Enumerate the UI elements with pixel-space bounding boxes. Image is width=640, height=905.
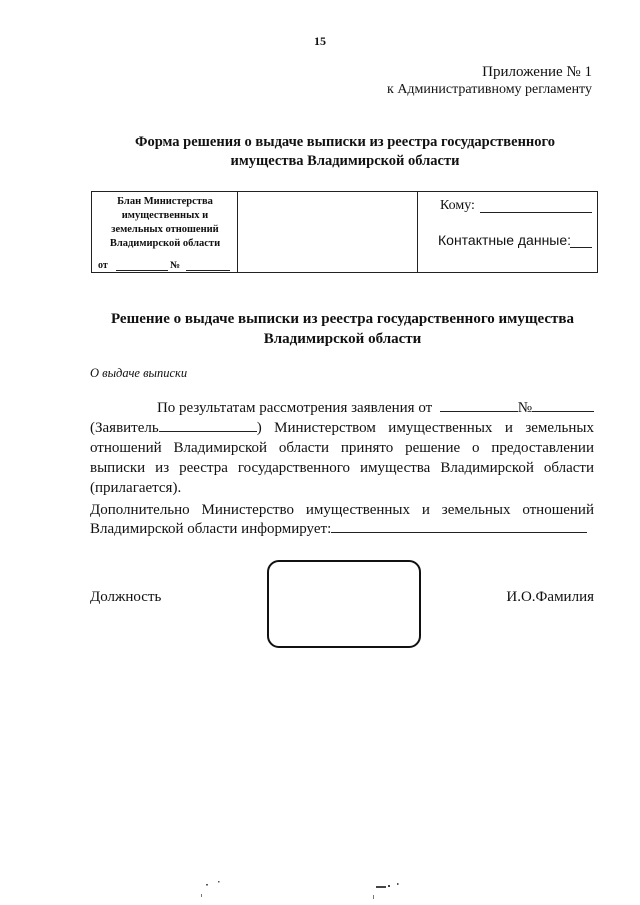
date-label: от bbox=[98, 260, 108, 271]
empty-middle-cell bbox=[237, 192, 418, 272]
contacts-field-line bbox=[570, 247, 592, 248]
subject-line: О выдаче выписки bbox=[90, 366, 188, 380]
recipient-label: Кому: bbox=[440, 198, 475, 213]
scan-specks bbox=[200, 880, 420, 900]
form-title-line-2: имущества Владимирской области bbox=[230, 153, 460, 169]
info-paragraph bbox=[90, 501, 594, 539]
paragraph-text: ) Министерством имущественных и земельных отношений Владимирской области принято решение о предоставлении выписки из реестра государственного имущества Владимирской области (прилагается). bbox=[90, 420, 594, 496]
appendix-reference: к Административному регламенту bbox=[387, 82, 592, 97]
letterhead-text bbox=[96, 195, 234, 251]
form-title-line-1: Форма решения о выдаче выписки из реестра государственного bbox=[134, 134, 555, 150]
applicant-label: (Заявитель bbox=[90, 420, 159, 436]
page-number: 15 bbox=[314, 34, 326, 48]
recipient-field-line bbox=[480, 212, 592, 213]
applicant-field-line bbox=[159, 419, 257, 432]
letterhead-line: Блан Министерства bbox=[117, 196, 213, 207]
decision-title-line-2: Владимирской области bbox=[263, 331, 422, 347]
contacts-label: Контактные данные: bbox=[438, 232, 572, 248]
appendix-number: Приложение № 1 bbox=[482, 64, 592, 80]
letterhead-line: Владимирской области bbox=[109, 238, 221, 249]
decision-paragraph bbox=[90, 398, 594, 498]
date-field-line bbox=[116, 270, 168, 271]
letterhead-line: земельных отношений bbox=[111, 224, 219, 235]
signature-stamp-box bbox=[267, 560, 421, 648]
signatory-position: Должность bbox=[90, 589, 162, 605]
info-paragraph-text: Дополнительно Министерство имущественных и земельных отношений Владимирской области информирует: bbox=[90, 502, 594, 537]
number-label: № bbox=[170, 260, 181, 271]
paragraph-intro: По результатам рассмотрения заявления от bbox=[156, 400, 433, 416]
application-number-label: № bbox=[517, 400, 532, 416]
decision-title bbox=[90, 309, 595, 349]
info-field-line bbox=[331, 520, 587, 533]
form-title bbox=[90, 133, 600, 171]
decision-title-line-1: Решение о выдаче выписки из реестра государственного имущества bbox=[110, 311, 575, 327]
number-field-line bbox=[186, 270, 230, 271]
signatory-name: И.О.Фамилия bbox=[506, 589, 594, 605]
application-date-line bbox=[440, 399, 518, 412]
header-table bbox=[91, 191, 598, 273]
paragraph-first-line bbox=[90, 398, 594, 418]
application-number-line bbox=[532, 399, 594, 412]
letterhead-cell bbox=[92, 192, 238, 272]
paragraph-body bbox=[90, 418, 594, 498]
letterhead-line: имущественных и bbox=[121, 210, 209, 221]
